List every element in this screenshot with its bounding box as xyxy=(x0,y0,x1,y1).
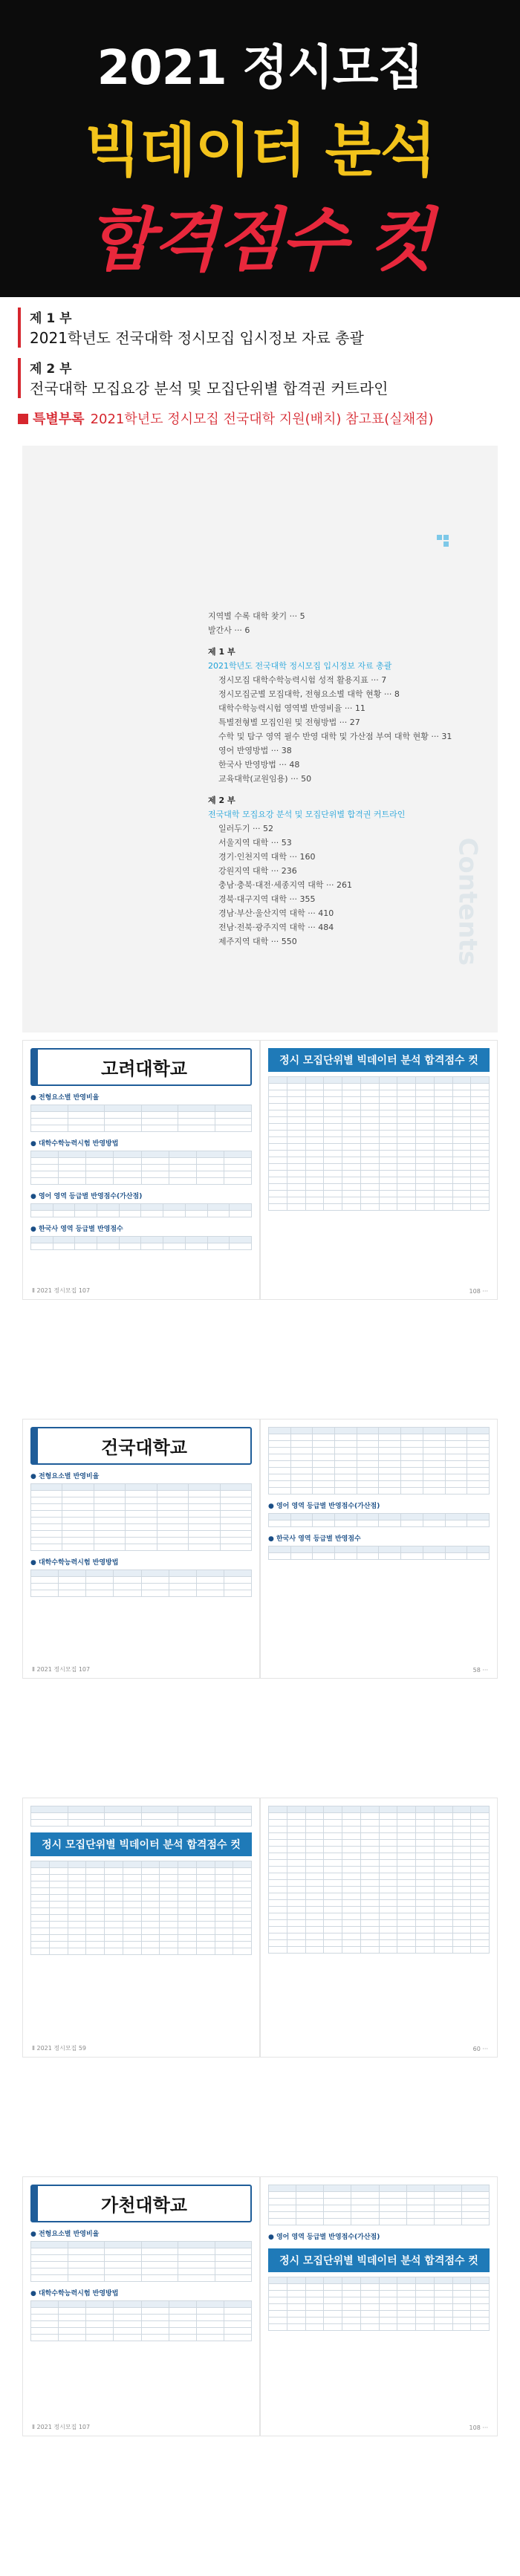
section-label: ● 한국사 영역 등급별 반영점수 xyxy=(30,1226,123,1233)
data-table xyxy=(30,1236,252,1250)
toc-part1-sub: 2021학년도 전국대학 정시모집 입시정보 자료 총괄 xyxy=(208,661,392,671)
cutline-banner: 정시 모집단위별 빅데이터 분석 합격점수 컷 xyxy=(268,1048,490,1072)
section-label: ● 영어 영역 등급별 반영점수(가산점) xyxy=(268,1503,380,1510)
toc-item[interactable]: 경남·부산·울산지역 대학 ··· 410 xyxy=(218,908,334,918)
sample-page xyxy=(260,2176,498,2436)
page-number: 108 ··· xyxy=(469,1288,488,1295)
toc-list xyxy=(208,609,490,949)
sample-page xyxy=(22,1040,260,1300)
sample-spread xyxy=(22,1419,498,1679)
toc-item[interactable]: 수학 및 탐구 영역 필수 반영 대학 및 가산점 부여 대학 현황 ··· 31 xyxy=(218,732,452,741)
section-label: ● 전형요소별 반영비율 xyxy=(30,2231,100,2238)
sample-page xyxy=(260,1419,498,1679)
toc-item[interactable]: 정시모집군별 모집대학, 전형요소별 대학 현황 ··· 8 xyxy=(218,689,400,699)
sample-spread xyxy=(22,1798,498,2058)
toc-item[interactable]: 특별전형별 모집인원 및 전형방법 ··· 27 xyxy=(218,718,360,727)
part1-summary xyxy=(18,308,502,348)
university-title: 가천대학교 xyxy=(30,2185,252,2222)
part1-title: 2021학년도 전국대학 정시모집 입시정보 자료 총괄 xyxy=(30,329,364,347)
cutline-table xyxy=(268,2277,490,2331)
toc-item[interactable]: 영어 반영방법 ··· 38 xyxy=(218,746,292,755)
sample-page xyxy=(22,1798,260,2058)
university-title: 고려대학교 xyxy=(30,1048,252,1086)
data-table xyxy=(30,1483,252,1551)
toc-item[interactable]: 지역별 수록 대학 찾기 ··· 5 xyxy=(208,611,305,621)
toc-item[interactable]: 서울지역 대학 ··· 53 xyxy=(218,838,292,848)
sample-page xyxy=(260,1798,498,2058)
toc-item[interactable]: 강원지역 대학 ··· 236 xyxy=(218,866,297,876)
page-number: 60 ··· xyxy=(472,2046,488,2052)
page-number: Ⅱ 2021 정시모집 107 xyxy=(32,1666,91,1673)
data-table xyxy=(30,2241,252,2282)
page-number: 58 ··· xyxy=(472,1667,488,1674)
toc-part2-sub: 전국대학 모집요강 분석 및 모집단위별 합격권 커트라인 xyxy=(208,810,406,819)
section-label: ● 한국사 영역 등급별 반영점수 xyxy=(268,1535,361,1543)
table-of-contents xyxy=(22,446,498,1032)
cutline-table xyxy=(30,1861,252,1955)
cutline-banner: 정시 모집단위별 빅데이터 분석 합격점수 컷 xyxy=(268,2248,490,2272)
part2-label: 제 2 부 xyxy=(30,362,72,377)
cover-hero xyxy=(0,0,520,297)
part2-title: 전국대학 모집요강 분석 및 모집단위별 합격권 커트라인 xyxy=(30,380,389,397)
toc-item[interactable]: 일러두기 ··· 52 xyxy=(218,824,273,833)
toc-item[interactable]: 전남·전북·광주지역 대학 ··· 484 xyxy=(218,923,334,932)
page-number: 108 ··· xyxy=(469,2424,488,2431)
toc-item[interactable]: 경기·인천지역 대학 ··· 160 xyxy=(218,852,316,862)
parts-summary xyxy=(0,297,520,438)
data-table xyxy=(268,1513,490,1527)
hero-bigdata-title: 빅데이터 분석 xyxy=(84,117,436,184)
toc-item[interactable]: 한국사 반영방법 ··· 48 xyxy=(218,760,300,770)
cutline-table xyxy=(268,1806,490,1954)
cutline-table xyxy=(268,1076,490,1211)
section-label: ● 대학수학능력시험 반영방법 xyxy=(30,1559,119,1567)
data-table xyxy=(30,1105,252,1132)
sample-spread xyxy=(22,1040,498,1300)
section-label: ● 대학수학능력시험 반영방법 xyxy=(30,1140,119,1148)
toc-part1-head: 제 1 부 xyxy=(208,647,235,657)
sample-page xyxy=(260,1040,498,1300)
special-title: 2021학년도 정시모집 전국대학 지원(배치) 참고표(실채점) xyxy=(90,412,434,427)
toc-item[interactable]: 충남·충북·대전·세종지역 대학 ··· 261 xyxy=(218,880,352,890)
section-label: ● 영어 영역 등급별 반영점수(가산점) xyxy=(30,1193,143,1200)
hero-year-title: 2021 정시모집 xyxy=(97,41,423,96)
toc-item[interactable]: 정시모집 대학수학능력시험 성적 활용지표 ··· 7 xyxy=(218,675,387,685)
data-table xyxy=(30,1570,252,1597)
square-bullet-icon xyxy=(18,414,28,424)
data-table xyxy=(268,1427,490,1494)
data-table xyxy=(30,2300,252,2341)
dots-logo-icon xyxy=(437,535,453,547)
data-table xyxy=(268,2185,490,2225)
toc-item[interactable]: 경북·대구지역 대학 ··· 355 xyxy=(218,894,316,904)
data-table xyxy=(30,1151,252,1185)
hero-cutline-title: 합격점수 컷 xyxy=(87,201,433,280)
section-label: ● 영어 영역 등급별 반영점수(가산점) xyxy=(268,2234,380,2241)
section-label: ● 대학수학능력시험 반영방법 xyxy=(30,2290,119,2297)
part2-summary xyxy=(18,358,502,398)
toc-item[interactable]: 대학수학능력시험 영역별 반영비율 ··· 11 xyxy=(218,703,365,713)
special-appendix xyxy=(18,409,502,428)
toc-item[interactable]: 교육대학(교원임용) ··· 50 xyxy=(218,774,312,784)
sample-page xyxy=(22,2176,260,2436)
part1-label: 제 1 부 xyxy=(30,311,72,326)
section-label: ● 전형요소별 반영비율 xyxy=(30,1094,100,1102)
data-table xyxy=(30,1806,252,1827)
data-table xyxy=(30,1203,252,1217)
toc-item[interactable]: 제주지역 대학 ··· 550 xyxy=(218,937,297,946)
contents-side-label: Contents xyxy=(453,837,483,966)
sample-spread xyxy=(22,2176,498,2436)
sample-page xyxy=(22,1419,260,1679)
toc-item[interactable]: 발간사 ··· 6 xyxy=(208,625,250,635)
cutline-banner: 정시 모집단위별 빅데이터 분석 합격점수 컷 xyxy=(30,1832,252,1856)
special-label: 특별부록 xyxy=(33,412,85,427)
page-number: Ⅱ 2021 정시모집 59 xyxy=(32,2045,87,2052)
data-table xyxy=(268,1546,490,1560)
page-number: Ⅱ 2021 정시모집 107 xyxy=(32,2424,91,2430)
toc-part2-head: 제 2 부 xyxy=(208,796,235,805)
university-title: 건국대학교 xyxy=(30,1427,252,1465)
section-label: ● 전형요소별 반영비율 xyxy=(30,1473,100,1480)
page-number: Ⅱ 2021 정시모집 107 xyxy=(32,1287,91,1294)
